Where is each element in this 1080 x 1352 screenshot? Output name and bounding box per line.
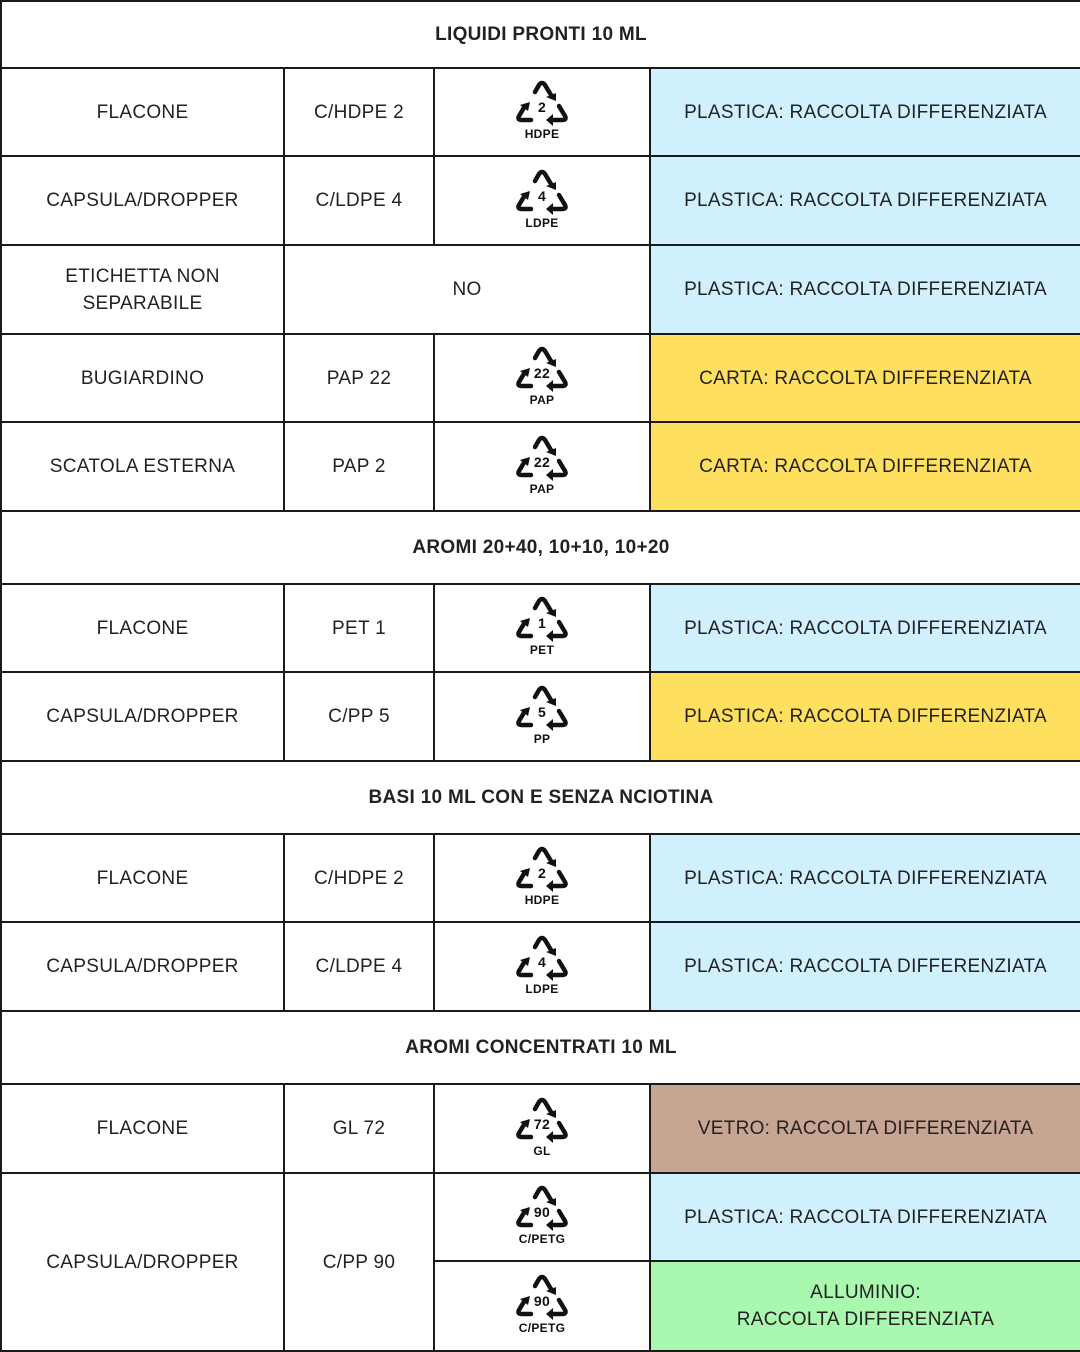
table-row xyxy=(1,584,1080,672)
disposal-instruction: PLASTICA: RACCOLTA DIFFERENZIATA xyxy=(650,68,1080,156)
disposal-instruction: ALLUMINIO: RACCOLTA DIFFERENZIATA xyxy=(650,1261,1080,1351)
resin-code-number: 5 xyxy=(537,703,547,720)
resin-code-number: 4 xyxy=(537,953,547,970)
material-code: PET 1 xyxy=(284,584,434,672)
disposal-instruction: PLASTICA: RACCOLTA DIFFERENZIATA xyxy=(650,672,1080,761)
section-header-row xyxy=(1,1,1080,68)
disposal-instruction: PLASTICA: RACCOLTA DIFFERENZIATA xyxy=(650,156,1080,245)
recycle-icon xyxy=(441,346,643,410)
table-row xyxy=(1,1173,1080,1261)
resin-code-label: PP xyxy=(533,731,551,746)
recycle-icon xyxy=(441,685,643,749)
table-row xyxy=(1,1084,1080,1173)
section-header-row xyxy=(1,511,1080,584)
material-code: C/HDPE 2 xyxy=(284,68,434,156)
item-name: FLACONE xyxy=(1,68,284,156)
resin-code-label: C/PETG xyxy=(518,1321,566,1335)
recycle-icon xyxy=(441,1097,643,1161)
material-code: PAP 22 xyxy=(284,334,434,422)
resin-code-number: 2 xyxy=(537,99,547,115)
table-row xyxy=(1,334,1080,422)
recycle-icon xyxy=(441,1185,643,1249)
resin-code-number: 4 xyxy=(537,187,547,204)
table-row xyxy=(1,834,1080,922)
resin-code-number: 72 xyxy=(533,1115,551,1132)
resin-code-label: LDPE xyxy=(525,215,559,230)
section-header-row xyxy=(1,1011,1080,1084)
item-name: FLACONE xyxy=(1,584,284,672)
material-code: C/PP 5 xyxy=(284,672,434,761)
resin-code-label: LDPE xyxy=(525,981,559,996)
item-name: FLACONE xyxy=(1,1084,284,1173)
resin-code-number: 90 xyxy=(533,1293,551,1309)
recycle-icon xyxy=(441,1274,643,1338)
resin-code-number: 90 xyxy=(533,1204,551,1220)
recycle-symbol-cell xyxy=(434,1261,650,1351)
material-code: NO xyxy=(284,245,650,334)
disposal-instruction: PLASTICA: RACCOLTA DIFFERENZIATA xyxy=(650,1173,1080,1261)
disposal-instruction: PLASTICA: RACCOLTA DIFFERENZIATA xyxy=(650,245,1080,334)
table-row xyxy=(1,68,1080,156)
disposal-instruction: CARTA: RACCOLTA DIFFERENZIATA xyxy=(650,334,1080,422)
item-name: FLACONE xyxy=(1,834,284,922)
section-title: BASI 10 ML CON E SENZA NCIOTINA xyxy=(1,761,1080,834)
table-row xyxy=(1,672,1080,761)
resin-code-label: PAP xyxy=(529,481,555,496)
recycle-symbol-cell xyxy=(434,1084,650,1173)
resin-code-number: 22 xyxy=(533,365,551,381)
material-code: GL 72 xyxy=(284,1084,434,1173)
recycle-symbol-cell xyxy=(434,334,650,422)
material-code: C/LDPE 4 xyxy=(284,156,434,245)
section-title: AROMI 20+40, 10+10, 10+20 xyxy=(1,511,1080,584)
disposal-instruction: PLASTICA: RACCOLTA DIFFERENZIATA xyxy=(650,584,1080,672)
recycle-icon xyxy=(441,846,643,910)
item-name: SCATOLA ESTERNA xyxy=(1,422,284,511)
recycle-icon xyxy=(441,435,643,499)
recycle-symbol-cell xyxy=(434,834,650,922)
item-name: ETICHETTA NON SEPARABILE xyxy=(1,245,284,334)
table-row xyxy=(1,245,1080,334)
resin-code-number: 1 xyxy=(537,615,547,631)
recycle-symbol-cell xyxy=(434,584,650,672)
resin-code-label: C/PETG xyxy=(518,1232,566,1246)
table-row xyxy=(1,156,1080,245)
material-code: PAP 2 xyxy=(284,422,434,511)
item-name: CAPSULA/DROPPER xyxy=(1,922,284,1011)
recycle-icon xyxy=(441,935,643,999)
disposal-instruction: PLASTICA: RACCOLTA DIFFERENZIATA xyxy=(650,922,1080,1011)
recycle-symbol-cell xyxy=(434,1173,650,1261)
item-name: CAPSULA/DROPPER xyxy=(1,1173,284,1351)
table-row xyxy=(1,422,1080,511)
material-code: C/HDPE 2 xyxy=(284,834,434,922)
recycle-icon xyxy=(441,596,643,660)
item-name: CAPSULA/DROPPER xyxy=(1,672,284,761)
section-title: LIQUIDI PRONTI 10 ML xyxy=(1,1,1080,68)
table-row xyxy=(1,922,1080,1011)
item-name: BUGIARDINO xyxy=(1,334,284,422)
material-code: C/PP 90 xyxy=(284,1173,434,1351)
recycle-symbol-cell xyxy=(434,68,650,156)
material-code: C/LDPE 4 xyxy=(284,922,434,1011)
recycle-symbol-cell xyxy=(434,672,650,761)
recycle-symbol-cell xyxy=(434,422,650,511)
disposal-instruction: CARTA: RACCOLTA DIFFERENZIATA xyxy=(650,422,1080,511)
disposal-instruction: VETRO: RACCOLTA DIFFERENZIATA xyxy=(650,1084,1080,1173)
resin-code-label: PET xyxy=(529,643,555,657)
recycle-icon xyxy=(441,169,643,233)
resin-code-number: 2 xyxy=(537,865,547,881)
item-name: CAPSULA/DROPPER xyxy=(1,156,284,245)
recycle-symbol-cell xyxy=(434,156,650,245)
resin-code-number: 22 xyxy=(533,453,551,470)
section-title: AROMI CONCENTRATI 10 ML xyxy=(1,1011,1080,1084)
section-header-row xyxy=(1,761,1080,834)
resin-code-label: HDPE xyxy=(524,127,560,141)
resin-code-label: GL xyxy=(533,1143,551,1158)
recycle-icon xyxy=(441,80,643,144)
disposal-instruction: PLASTICA: RACCOLTA DIFFERENZIATA xyxy=(650,834,1080,922)
recycle-symbol-cell xyxy=(434,922,650,1011)
resin-code-label: HDPE xyxy=(524,893,560,907)
resin-code-label: PAP xyxy=(529,393,555,407)
